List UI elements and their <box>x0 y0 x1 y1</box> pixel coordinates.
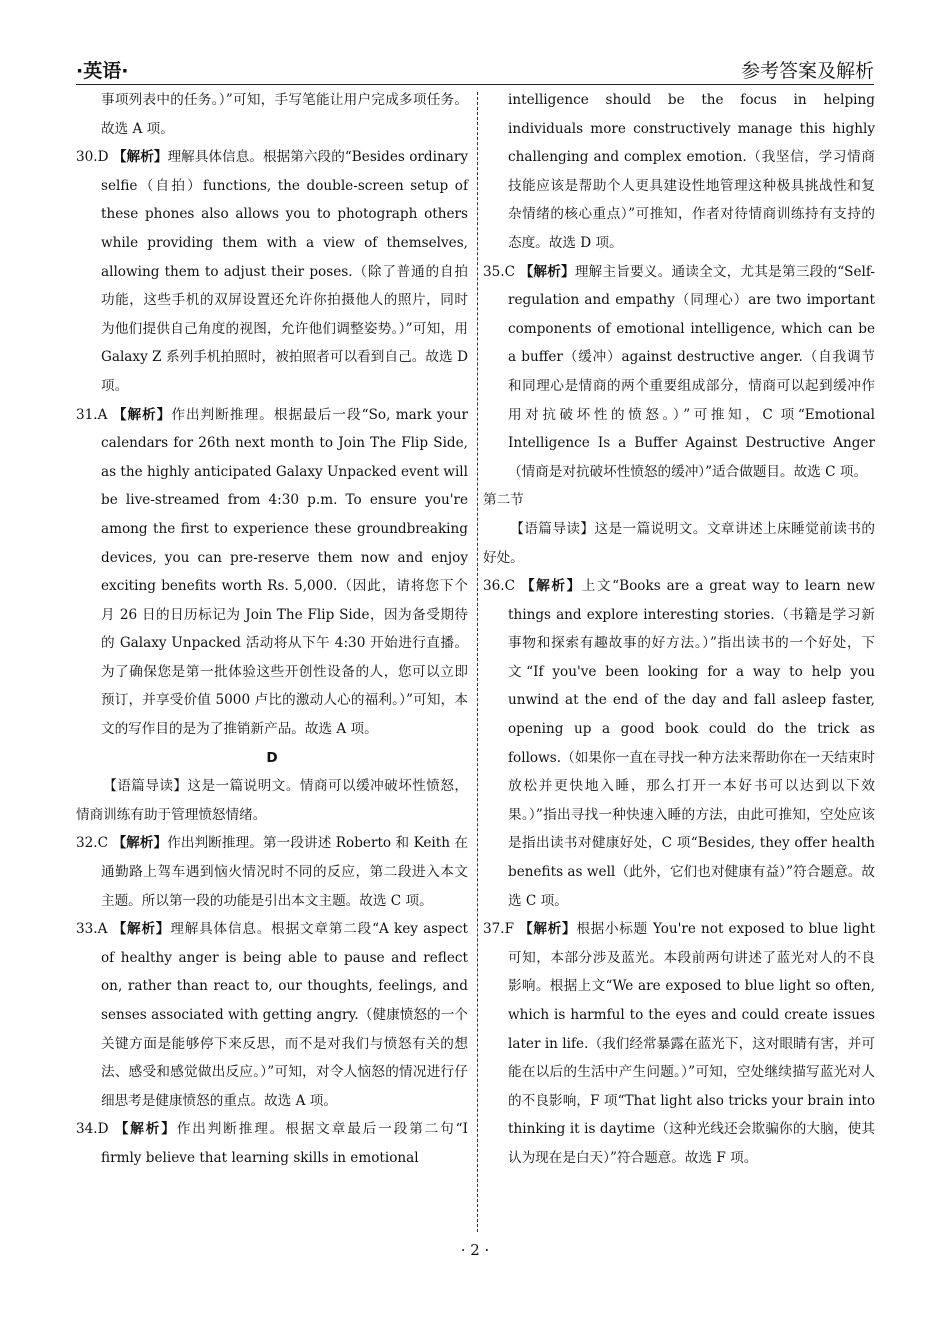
subject-label: ·英语· <box>76 60 129 82</box>
answer-36: 36.C 【解析】上文“Books are a great way to learn new things and explore interesting stories.（书籍是学习新事物和探索有趣故事的好方法。）”指出读书的一个好处，下文“If you've been looking for a way to help you unwind at the end of the day and fall asleep faster, opening up a good book could do the trick as follows.（如果你一直在寻找一种方法来帮助你在一天结束时放松并更快地入睡，那么打开一本好书可以达到以下效果。）”指出寻找一种快速入睡的方法，由此可推知，空处应该是指出读书对健康好处，C 项“Besides, they offer health benefits as well（此外，它们也对健康有益）”符合题意。故选 C 项。 <box>483 578 876 909</box>
answer-37: 37.F 【解析】根据小标题 You're not exposed to blue light 可知，本部分涉及蓝光。本段前两句讲述了蓝光对人的不良影响。根据上文“We are exposed to blue light so often, which is harmful to the eyes and could create issues later in life.（我们经常暴露在蓝光下，这对眼睛有害，并可能在以后的生活中产生问题。）”可知，空处继续描写蓝光对人的不良影响，F 项“That light also tricks your brain into thinking it is daytime（这种光线还会欺骗你的大脑，使其认为现在是白天）”符合题意。故选 F 项。 <box>483 921 875 1166</box>
answer-31: 31.A 【解析】作出判断推理。根据最后一段“So, mark your calendars for 26th next month to Join The Flip Side, as the highly anticipated Galaxy Unpacked event will be live-streamed from 4:30 p.m. To ensure you're among the first to experience these groundbreaking devices, you can pre-reserve them now and enjoy exciting benefits worth Rs. 5,000.（因此，请将您下个月 26 日的日历标记为 Join The Flip Side，因为备受期待的 Galaxy Unpacked 活动将从下午 4:30 开始进行直播。为了确保您是第一批体验这些开创性设备的人，您可以立即预订，并享受价值 5000 卢比的激动人心的福利。）”可知，本文的写作目的是为了推销新产品。故选 A 项。 <box>76 406 468 738</box>
answer-34: 34.D 【解析】作出判断推理。根据文章最后一段第二句“I firmly believe that learning skills in emotional <box>76 1121 468 1166</box>
answer-32: 32.C 【解析】作出判断推理。第一段讲述 Roberto 和 Keith 在通勤路上驾车遇到恼火情况时不同的反应，第二段进入本文主题。所以第一段的功能是引出本文主题。故选 C 项。 <box>76 835 469 909</box>
right-column <box>483 86 875 1173</box>
page-number: · 2 · <box>460 1241 490 1259</box>
section-heading-2: 第二节 <box>483 492 524 509</box>
answer-35: 35.C 【解析】理解主旨要义。通读全文，尤其是第三段的“Self-regulation and empathy（同理心）are two important components of emotional intelligence, which can be a buffer（缓冲）against destructive anger.（自我调节和同理心是情商的两个重要组成部分，情商可以起到缓冲作用对抗破坏性的愤怒。）”可推知，C 项“Emotional Intelligence Is a Buffer Against Destructive Anger（情商是对抗破坏性愤怒的缓冲）”适合做题目。故选 C 项。 <box>483 263 876 480</box>
answer-33: 33.A 【解析】理解具体信息。根据文章第二段“A key aspect of healthy anger is being able to pause and reflect on, rather than react to, our thoughts, feelings, and senses associated with getting angry.（健康愤怒的一个关键方面是能够停下来反思，而不是对我们与愤怒有关的想法、感受和感觉做出反应。）”可知，对令人恼怒的情况进行仔细思考是健康愤怒的重点。故选 A 项。 <box>76 921 469 1109</box>
page-header <box>76 54 874 85</box>
continued-text-right: intelligence should be the focus in helping individuals more constructively manage this highly challenging and complex emotion.（我坚信，学习情商技能应该是帮助个人更具建设性地管理这种极具挑战性和复杂情绪的核心重点）”可推知，作者对待情商训练持有支持的态度。故选 D 项。 <box>508 92 875 251</box>
left-column <box>76 86 468 1173</box>
section-heading-d: D <box>266 749 278 766</box>
header-title: 参考答案及解析 <box>740 60 874 82</box>
passage-guide-2: 【语篇导读】这是一篇说明文。文章讲述上床睡觉前读书的好处。 <box>483 520 875 566</box>
answer-30: 30.D 【解析】理解具体信息。根据第六段的“Besides ordinary selfie（自拍）functions, the double-screen setup of these phones also allows you to photograph others while providing them with a view of themselves, allowing them to adjust their poses.（除了普通的自拍功能，这些手机的双屏设置还允许你拍摄他人的照片，同时为他们提供自己角度的视图，允许他们调整姿势。）”可知，用 Galaxy Z 系列手机拍照时，被拍照者可以看到自己。故选 D 项。 <box>76 149 469 394</box>
passage-guide-d: 【语篇导读】这是一篇说明文。情商可以缓冲破坏性愤怒，情商训练有助于管理愤怒情绪。 <box>76 778 468 823</box>
continued-text: 事项列表中的任务。）”可知，手写笔能让用户完成多项任务。故选 A 项。 <box>101 92 468 137</box>
column-divider <box>477 92 478 1232</box>
